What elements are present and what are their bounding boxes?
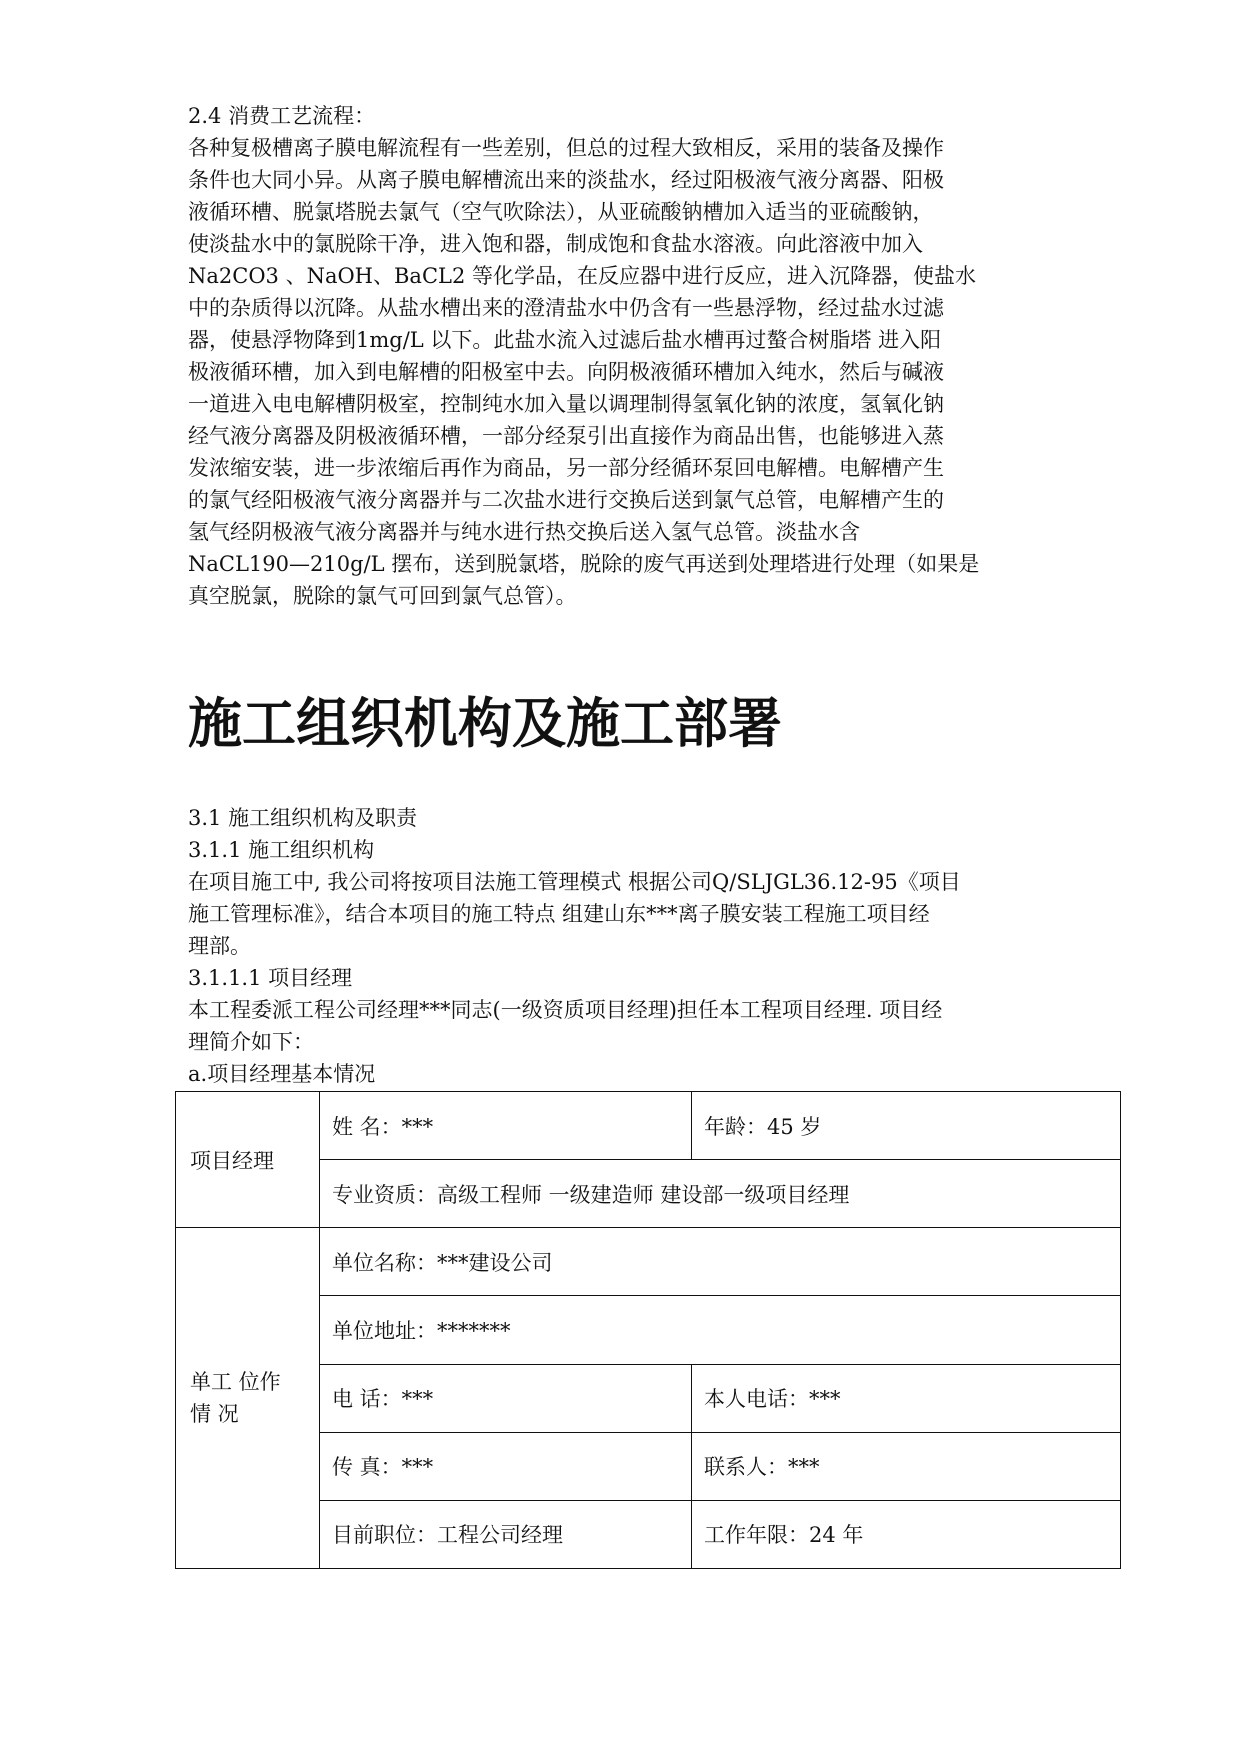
unit-address-cell: 单位地址：******* <box>320 1296 1121 1364</box>
paragraph-line: 条件也大同小异。从离子膜电解槽流出来的淡盐水，经过阳极液气液分离器、阳极 <box>188 168 944 192</box>
paragraph-line: 经气液分离器及阴极液循环槽，一部分经泵引出直接作为商品出售，也能够进入蒸 <box>188 424 944 448</box>
unit-name-cell: 单位名称：***建设公司 <box>320 1228 1121 1296</box>
paragraph-line: NaCL190—210g/L 摆布，送到脱氯塔，脱除的废气再送到处理塔进行处理（如果是 <box>188 552 980 576</box>
paragraph-line: 在项目施工中, 我公司将按项目法施工管理模式 根据公司Q/SLJGL36.12-95《项目 <box>188 870 961 894</box>
paragraph-line: 一道进入电电解槽阴极室，控制纯水加入量以调理制得氢氧化钠的浓度，氢氧化钠 <box>188 392 944 416</box>
contact-cell: 联系人：*** <box>692 1432 1121 1500</box>
unit-label-cell <box>176 1228 320 1569</box>
section-title: 2.4 消费工艺流程： <box>188 104 376 128</box>
section-title: 3.1 施工组织机构及职责 <box>188 806 418 830</box>
qualification-cell: 专业资质：高级工程师 一级建造师 建设部一级项目经理 <box>320 1160 1121 1228</box>
section-2-4 <box>188 100 1088 612</box>
age-cell: 年龄：45 岁 <box>692 1092 1121 1160</box>
name-cell: 姓 名：*** <box>320 1092 692 1160</box>
paragraph-line: 理部。 <box>188 934 251 958</box>
paragraph-line: 液循环槽、脱氯塔脱去氯气（空气吹除法），从亚硫酸钠槽加入适当的亚硫酸钠， <box>188 200 934 224</box>
position-cell: 目前职位：工程公司经理 <box>320 1500 692 1568</box>
paragraph-line: 器，使悬浮物降到1mg/L 以下。此盐水流入过滤后盐水槽再过螯合树脂塔 进入阳 <box>188 328 942 352</box>
years-cell: 工作年限：24 年 <box>692 1500 1121 1568</box>
paragraph-line: 中的杂质得以沉降。从盐水槽出来的澄清盐水中仍含有一些悬浮物，经过盐水过滤 <box>188 296 944 320</box>
fax-cell: 传 真：*** <box>320 1432 692 1500</box>
paragraph-line: 氢气经阴极液气液分离器并与纯水进行热交换后送入氢气总管。淡盐水含 <box>188 520 860 544</box>
table-caption: a.项目经理基本情况 <box>188 1062 376 1086</box>
chapter-heading: 施工组织机构及施工部署 <box>188 692 782 755</box>
paragraph-line: 真空脱氯，脱除的氯气可回到氯气总管）。 <box>188 584 577 608</box>
personal-phone-cell: 本人电话：*** <box>692 1364 1121 1432</box>
table-row <box>176 1228 1121 1296</box>
paragraph-line: Na2CO3 、NaOH、BaCL2 等化学品，在反应器中进行反应，进入沉降器，使盐水 <box>188 264 977 288</box>
table-row <box>176 1092 1121 1160</box>
paragraph-line: 本工程委派工程公司经理***同志(一级资质项目经理)担任本工程项目经理. 项目经 <box>188 998 943 1022</box>
unit-label-line: 单工 位作 <box>190 1370 281 1395</box>
paragraph-line: 的氯气经阳极液气液分离器并与二次盐水进行交换后送到氯气总管，电解槽产生的 <box>188 488 944 512</box>
subsection-title: 3.1.1 施工组织机构 <box>188 838 375 862</box>
paragraph-line: 理简介如下： <box>188 1030 314 1054</box>
pm-label-cell: 项目经理 <box>176 1092 320 1228</box>
subsubsection-title: 3.1.1.1 项目经理 <box>188 966 353 990</box>
paragraph-line: 施工管理标准》，结合本项目的施工特点 组建山东***离子膜安装工程施工项目经 <box>188 902 930 926</box>
section-3-1 <box>188 802 1088 1090</box>
phone-cell: 电 话：*** <box>320 1364 692 1432</box>
paragraph-line: 发浓缩安装，进一步浓缩后再作为商品，另一部分经循环泵回电解槽。电解槽产生 <box>188 456 944 480</box>
paragraph-line: 使淡盐水中的氯脱除干净，进入饱和器，制成饱和食盐水溶液。向此溶液中加入 <box>188 232 923 256</box>
project-manager-table <box>175 1091 1121 1569</box>
paragraph-line: 极液循环槽，加入到电解槽的阳极室中去。向阴极液循环槽加入纯水，然后与碱液 <box>188 360 944 384</box>
paragraph-line: 各种复极槽离子膜电解流程有一些差别，但总的过程大致相反，采用的装备及操作 <box>188 136 944 160</box>
unit-label-line: 情 况 <box>190 1402 239 1427</box>
